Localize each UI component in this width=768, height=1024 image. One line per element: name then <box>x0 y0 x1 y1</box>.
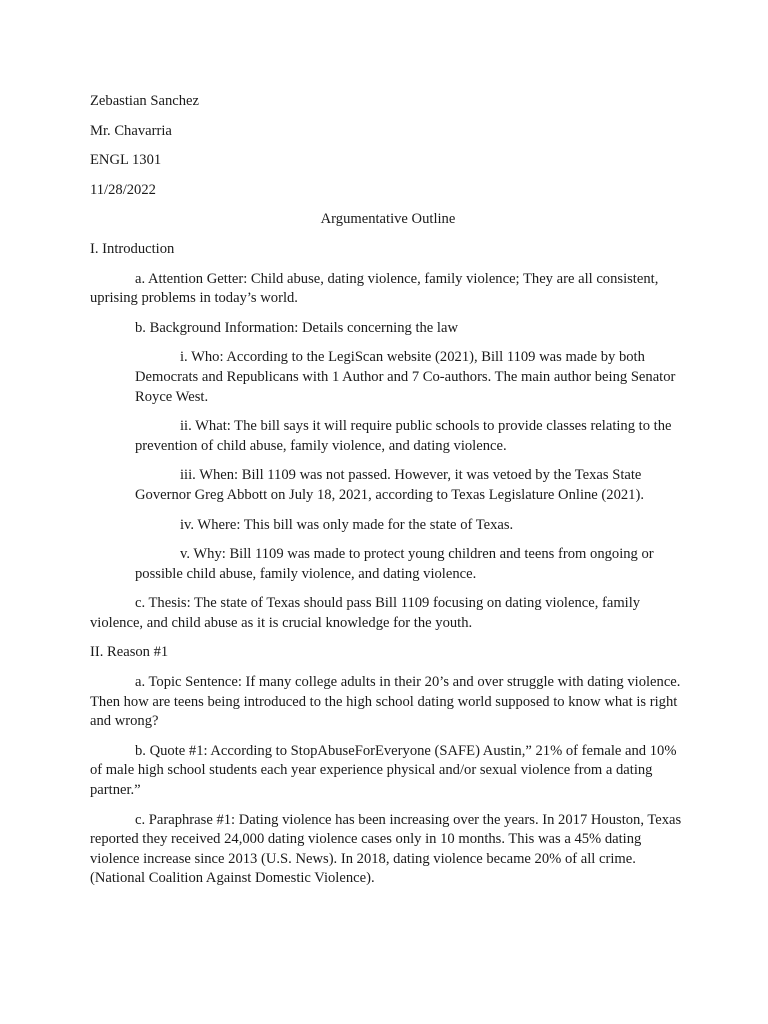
background-who-paragraph: i. Who: According to the LegiScan website (2021), Bill 1109 was made by both Democrats and Republicans with 1 Author and 7 Co-authors. The main author being Senator Royce West. <box>135 349 676 405</box>
attention-getter-paragraph: a. Attention Getter: Child abuse, dating violence, family violence; They are all consistent, uprising problems in today’s world. <box>90 270 659 307</box>
background-when-paragraph: iii. When: Bill 1109 was not passed. However, it was vetoed by the Texas State Governor Greg Abbott on July 18, 2021, according to Texas Legislature Online (2021). <box>135 467 644 503</box>
document-page <box>90 92 686 899</box>
document-title: Argumentative Outline <box>320 211 456 228</box>
thesis-paragraph: c. Thesis: The state of Texas should pass Bill 1109 focusing on dating violence, family violence, and child abuse as it is crucial knowledge for the youth. <box>90 595 641 631</box>
paraphrase-1-paragraph: c. Paraphrase #1: Dating violence has been increasing over the years. In 2017 Houston, Texas reported they received 24,000 dating violence cases only in 10 months. This was a 45% dating violence increase since 2013 (U.S. News). In 2018, dating violence became 20% of all crime. (National Coalition Against Domestic Violence). <box>90 811 682 887</box>
background-information-paragraph: b. Background Information: Details concerning the law <box>135 319 458 336</box>
background-where-paragraph: iv. Where: This bill was only made for the state of Texas. <box>180 516 514 533</box>
quote-1-paragraph: b. Quote #1: According to StopAbuseForEveryone (SAFE) Austin,” 21% of female and 10% of male high school students each year experience physical and/or sexual violence from a dating partner.” <box>90 742 677 799</box>
background-why-paragraph: v. Why: Bill 1109 was made to protect young children and teens from ongoing or possible child abuse, family violence, and dating violence. <box>135 546 654 582</box>
instructor-name: Mr. Chavarria <box>90 122 172 139</box>
course-name: ENGL 1301 <box>90 152 162 169</box>
section-heading-introduction: I. Introduction <box>90 240 175 257</box>
document-date: 11/28/2022 <box>90 181 156 198</box>
student-name: Zebastian Sanchez <box>90 93 199 109</box>
topic-sentence-paragraph: a. Topic Sentence: If many college adults in their 20’s and over struggle with dating violence. Then how are teens being introduced to the high school dating world supposed to know what is right and wrong? <box>90 674 681 730</box>
background-what-paragraph: ii. What: The bill says it will require public schools to provide classes relating to the prevention of child abuse, family violence, and dating violence. <box>135 418 672 454</box>
section-heading-reason-1: II. Reason #1 <box>90 644 169 661</box>
